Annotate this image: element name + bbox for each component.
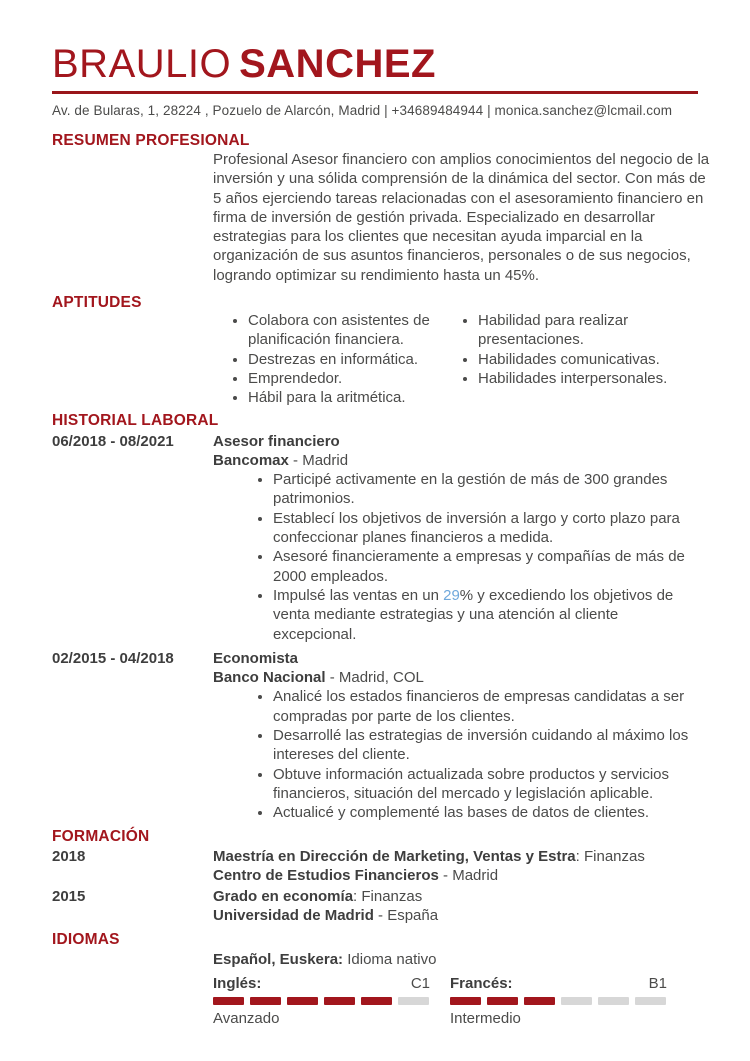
language-progress-bar xyxy=(213,997,430,1005)
section-title-idiomas: IDIOMAS xyxy=(52,930,120,948)
job-entry-economista xyxy=(52,649,698,823)
candidate-last-name: SANCHEZ xyxy=(239,42,436,86)
language-block-frances xyxy=(450,975,667,1028)
bar-segment-filled xyxy=(324,997,355,1005)
header-divider xyxy=(52,91,698,94)
section-title-resumen: RESUMEN PROFESIONAL xyxy=(52,132,250,149)
bullet-text-pre: Impulsé las ventas en un xyxy=(273,586,444,604)
section-resumen-profesional xyxy=(52,132,710,285)
job-dates: 02/2015 - 04/2018 xyxy=(52,649,174,667)
bar-segment-filled xyxy=(287,997,318,1005)
job-location: - Madrid, COL xyxy=(325,669,424,687)
section-title-aptitudes: APTITUDES xyxy=(52,294,142,312)
sales-percentage-link[interactable]: 29 xyxy=(443,586,460,604)
language-cefr-level: C1 xyxy=(410,974,430,992)
aptitude-item: • Destrezas en informática. xyxy=(248,350,443,369)
bar-segment-empty xyxy=(398,997,429,1005)
section-aptitudes xyxy=(52,295,698,407)
section-historial-laboral xyxy=(52,413,698,823)
job-company-name: Banco Nacional xyxy=(213,669,326,687)
aptitudes-column-2 xyxy=(462,311,703,407)
job-title: Economista xyxy=(213,649,299,667)
bar-segment-filled xyxy=(450,997,481,1005)
job-details xyxy=(213,432,698,644)
language-name: Francés: xyxy=(450,974,513,992)
education-entry-2018 xyxy=(52,847,698,886)
language-descriptor: Intermedio xyxy=(450,1009,521,1027)
education-school-detail: - Madrid xyxy=(438,866,499,884)
job-company-line xyxy=(213,668,698,687)
job-bullet-with-link xyxy=(273,586,698,644)
job-location: - Madrid xyxy=(288,451,349,469)
education-degree-line xyxy=(213,887,698,906)
job-company-line xyxy=(213,451,698,470)
job-bullet-list xyxy=(213,687,698,822)
bar-segment-filled xyxy=(213,997,244,1005)
section-formacion xyxy=(52,829,698,926)
section-title-historial: HISTORIAL LABORAL xyxy=(52,411,219,429)
education-details xyxy=(213,847,698,886)
aptitude-item: • Colabora con asistentes de planificación financiera. xyxy=(248,311,443,350)
aptitudes-column-1 xyxy=(213,311,443,407)
job-bullet-list xyxy=(213,470,698,644)
section-title-formacion: FORMACIÓN xyxy=(52,827,150,845)
job-list xyxy=(52,432,698,823)
education-list xyxy=(52,847,698,926)
education-school: Centro de Estudios Financieros xyxy=(213,866,439,884)
language-name: Inglés: xyxy=(213,974,262,992)
education-details xyxy=(213,887,698,926)
professional-summary: Profesional Asesor financiero con amplios conocimientos del negocio de la inversión y una sólida comprensión de la dinámica del sector. Con más de 5 años ejerciendo tareas relacionadas con el asesoramiento financiero en firma de inversión de gestión privada. Especializado en desarrollar estrategias para los clientes que necesitan ayuda imparcial en la organización de sus asuntos financieros, personales o de sus negocios, logrando optimizar su rendimiento hasta un 45%. xyxy=(213,151,710,284)
aptitude-item: • Hábil para la aritmética. xyxy=(248,388,443,407)
education-school-detail: - España xyxy=(373,907,439,925)
language-cefr-level: B1 xyxy=(648,974,667,992)
aptitude-item: • Habilidades interpersonales. xyxy=(478,369,703,388)
section-idiomas xyxy=(52,932,698,1028)
bullet-text-post: % y excediendo los objetivos de venta mediante estrategias y una atención al cliente excepcional. xyxy=(273,586,674,643)
job-bullet: • Desarrollé las estrategias de inversión cuidando al máximo los intereses del cliente. xyxy=(273,726,698,765)
aptitude-item: • Habilidades comunicativas. xyxy=(478,350,703,369)
education-degree-line xyxy=(213,847,698,866)
job-bullet: • Obtuve información actualizada sobre productos y servicios financieros, situación del mercado y legislación aplicable. xyxy=(273,765,698,804)
job-bullet: • Participé activamente en la gestión de más de 300 grandes patrimonios. xyxy=(273,470,698,509)
language-descriptor: Avanzado xyxy=(213,1009,280,1027)
job-bullet: • Actualicé y complementé las bases de datos de clientes. xyxy=(273,803,698,822)
education-degree-detail: : Finanzas xyxy=(353,888,423,906)
native-language-line xyxy=(213,950,698,969)
candidate-first-name: BRAULIO xyxy=(52,42,232,86)
candidate-name xyxy=(52,44,698,84)
job-details xyxy=(213,649,698,823)
aptitudes-columns xyxy=(213,311,698,407)
language-header xyxy=(213,975,430,993)
education-degree-detail: : Finanzas xyxy=(575,847,645,865)
aptitude-item: • Emprendedor. xyxy=(248,369,443,388)
bar-segment-empty xyxy=(635,997,666,1005)
job-bullet: • Establecí los objetivos de inversión a largo y corto plazo para confeccionar planes financieros a medida. xyxy=(273,509,698,548)
bar-segment-filled xyxy=(524,997,555,1005)
education-school-line xyxy=(213,866,698,885)
native-language-value: Idioma nativo xyxy=(343,950,437,968)
education-entry-2015 xyxy=(52,887,698,926)
native-language-label: Español, Euskera: xyxy=(213,950,344,968)
bar-segment-empty xyxy=(598,997,629,1005)
job-title: Asesor financiero xyxy=(213,432,340,450)
job-entry-asesor-financiero xyxy=(52,432,698,644)
education-degree: Maestría en Dirección de Marketing, Ventas y Estra xyxy=(213,847,576,865)
language-header xyxy=(450,975,667,993)
education-degree: Grado en economía xyxy=(213,888,354,906)
education-school: Universidad de Madrid xyxy=(213,907,374,925)
aptitude-item: • Habilidad para realizar presentaciones. xyxy=(478,311,703,350)
bar-segment-filled xyxy=(487,997,518,1005)
language-progress-bar xyxy=(450,997,667,1005)
education-year: 2018 xyxy=(52,847,86,865)
bar-segment-filled xyxy=(250,997,281,1005)
job-bullet: • Analicé los estados financieros de empresas candidatas a ser compradas por parte de los clientes. xyxy=(273,687,698,726)
job-bullet: • Asesoré financieramente a empresas y compañías de más de 2000 empleados. xyxy=(273,547,698,586)
job-company-name: Bancomax xyxy=(213,451,289,469)
language-block-ingles xyxy=(213,975,430,1028)
language-skill-row xyxy=(213,975,698,1028)
bar-segment-empty xyxy=(561,997,592,1005)
contact-line: Av. de Bularas, 1, 28224 , Pozuelo de Alarcón, Madrid | +34689484944 | monica.sanchez@lcmail.com xyxy=(52,103,673,118)
education-school-line xyxy=(213,906,698,925)
job-dates: 06/2018 - 08/2021 xyxy=(52,432,174,450)
bar-segment-filled xyxy=(361,997,392,1005)
education-year: 2015 xyxy=(52,888,86,906)
